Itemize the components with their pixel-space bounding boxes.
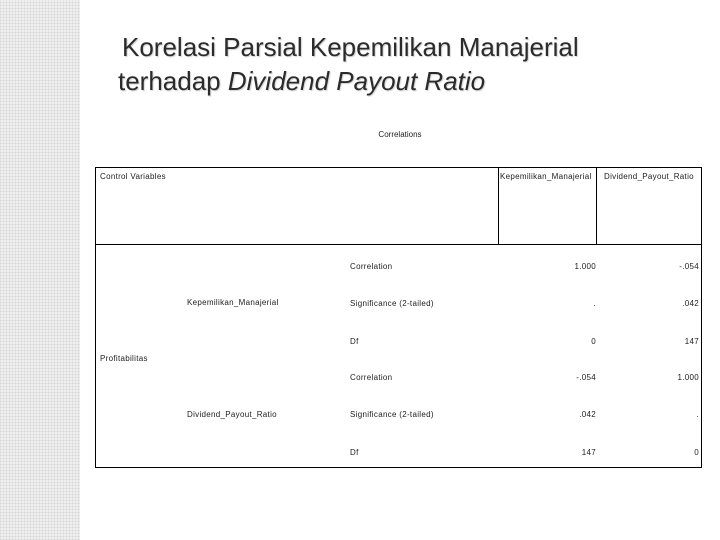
stat-label: Significance (2-tailed) [350, 299, 434, 308]
title-line-2 [118, 64, 708, 98]
col-divider-values-2 [596, 168, 597, 245]
title-line-1: Korelasi Parsial Kepemilikan Manajerial [122, 32, 579, 62]
value-cell: 0 [591, 337, 596, 346]
header-control-variables: Control Variables [100, 172, 166, 181]
side-decoration [0, 0, 80, 540]
control-variable-label: Profitabilitas [100, 354, 148, 363]
correlations-table [95, 167, 702, 468]
value-cell: . [696, 410, 699, 419]
value-cell: -.054 [679, 262, 699, 271]
page-title [118, 30, 708, 98]
value-cell: .042 [579, 410, 596, 419]
value-cell: 1.000 [677, 373, 699, 382]
value-cell: 147 [684, 337, 699, 346]
stat-label: Correlation [350, 262, 393, 271]
stat-label: Significance (2-tailed) [350, 410, 434, 419]
value-cell: 1.000 [574, 262, 596, 271]
value-cell: . [593, 299, 596, 308]
value-cell: 147 [581, 448, 596, 457]
row-variable-dividend: Dividend_Payout_Ratio [187, 410, 277, 419]
col-header-kepemilikan: Kepemilikan_Manajerial [500, 172, 592, 181]
title-line-2-italic: Dividend Payout Ratio [227, 66, 486, 96]
value-cell: 0 [694, 448, 699, 457]
col-header-dividend: Dividend_Payout_Ratio [604, 172, 694, 181]
row-variable-kepemilikan: Kepemilikan_Manajerial [187, 298, 279, 307]
header-divider [96, 244, 701, 245]
stat-label: Correlation [350, 373, 393, 382]
value-cell: -.054 [576, 373, 596, 382]
stat-label: Df [350, 337, 359, 346]
stat-label: Df [350, 448, 359, 457]
col-divider-values [498, 168, 499, 245]
value-cell: .042 [682, 299, 699, 308]
table-caption: Correlations [378, 130, 422, 139]
title-line-2-plain: terhadap [118, 66, 228, 96]
